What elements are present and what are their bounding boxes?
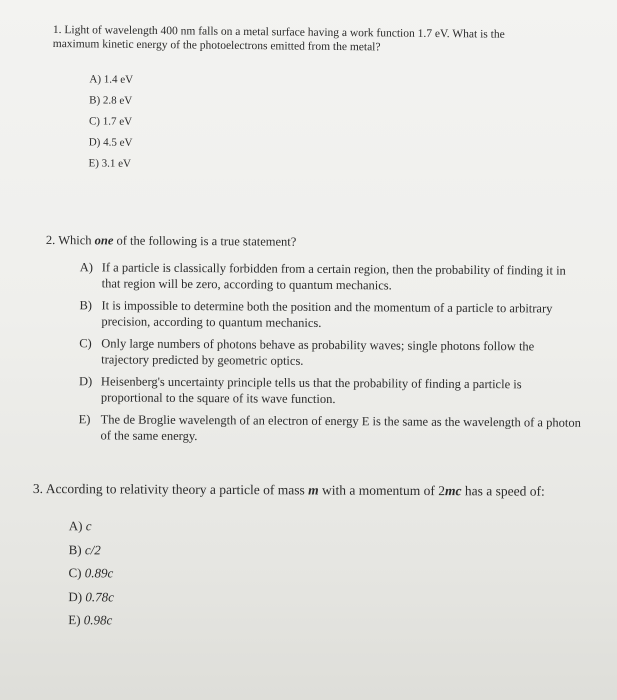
option-label: D) [68,588,83,604]
question-2-options [79,259,586,447]
option-text: It is impossible to determine both the position and the momentum of a particle to arbitrary precision, according to quantum mechanics. [101,298,553,330]
question-3-option-d [68,585,592,611]
question-3-text-2: with a momentum of 2 [318,482,446,499]
mass-symbol: m [308,482,319,498]
question-3-text-1: 3. According to relativity theory a particle of mass [32,481,309,498]
option-text: Heisenberg's uncertainty principle tells us that the probability of finding a particle is proportional to the square of its wave function. [100,374,522,407]
question-2-option-a [80,259,586,295]
option-label: C) [79,336,92,351]
question-3-option-a [69,514,593,540]
question-3-option-b [69,538,593,564]
option-label: A) [79,260,94,275]
question-1-option-b: B) 2.8 eV [89,94,133,107]
question-2-option-b [79,297,585,333]
question-2-option-e [79,411,585,447]
option-text: If a particle is classically forbidden from a certain region, then the probability of finding it in that region will be zero, according to quantum mechanics. [101,260,566,293]
question-3-text [33,481,593,500]
option-value: c [85,518,92,534]
question-1-options [88,69,552,179]
question-2-text-start: 2. Which [45,233,95,248]
question-1-option-c: C) 1.7 eV [88,115,133,128]
option-label: C) [68,565,82,581]
option-value: 0.78c [85,588,114,604]
question-2-text-end: of the following is a true statement? [113,233,297,249]
mc-symbol: mc [444,483,462,499]
question-3-options [68,514,593,634]
question-1 [51,23,553,179]
option-label: B) [68,541,82,557]
question-2-text [46,233,586,252]
question-3 [32,481,593,634]
question-2-option-d [79,373,585,409]
option-label: E) [78,412,91,427]
question-1-option-a: A) 1.4 eV [89,73,134,86]
question-1-option-d: D) 4.5 eV [88,136,133,149]
option-value: 0.89c [84,565,114,581]
question-2 [44,233,585,453]
option-value: c/2 [84,541,101,557]
option-text: The de Broglie wavelength of an electron of energy E is the same as the wavelength of a photon of the same energy. [100,412,581,444]
question-2-emphasis: one [94,233,114,248]
question-1-option-e: E) 3.1 eV [88,157,132,170]
option-label: E) [68,612,81,628]
option-label: D) [78,374,93,389]
question-3-text-3: has a speed of: [461,483,545,499]
question-3-option-c [68,561,592,587]
option-value: 0.98c [83,612,113,628]
option-text: Only large numbers of photons behave as probability waves; single photons follow the trajectory predicted by geometric optics. [101,336,535,368]
option-label: A) [68,518,83,534]
option-label: B) [79,298,93,313]
question-2-option-c [79,335,585,371]
question-3-option-e [68,608,592,634]
question-1-text: 1. Light of wavelength 400 nm falls on a metal surface having a work function 1.7 eV. What is the maximum kinetic energy of the photoelectrons emitted from the metal? [52,23,505,54]
